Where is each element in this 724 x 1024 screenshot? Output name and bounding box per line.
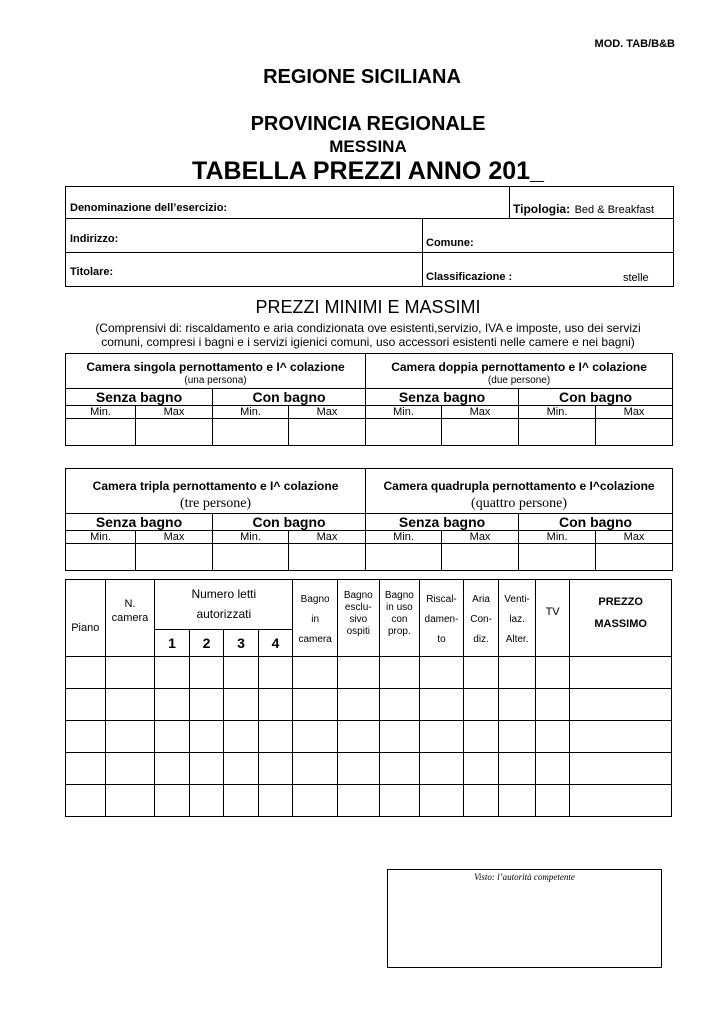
cell[interactable] xyxy=(189,785,224,817)
cell[interactable] xyxy=(379,785,420,817)
cell[interactable] xyxy=(189,721,224,753)
cell[interactable] xyxy=(463,753,499,785)
cell[interactable] xyxy=(499,689,536,721)
cell[interactable] xyxy=(293,657,338,689)
cell[interactable] xyxy=(224,689,259,721)
cell[interactable] xyxy=(463,785,499,817)
shared-bath-header xyxy=(379,580,420,657)
air-conditioning-line-2: Con- xyxy=(470,614,492,625)
cell[interactable] xyxy=(155,785,190,817)
stelle-label: stelle xyxy=(623,272,649,284)
price-cell[interactable] xyxy=(136,544,213,571)
price-cell[interactable] xyxy=(289,419,366,446)
cell[interactable] xyxy=(570,689,672,721)
double-room-title: Camera doppia pernottamento e I^ colazione xyxy=(391,360,647,374)
cell[interactable] xyxy=(66,753,106,785)
triple-room-header xyxy=(66,469,366,514)
titolare-label: Titolare: xyxy=(70,266,114,278)
tipologia-value: Bed & Breakfast xyxy=(574,204,655,216)
double-room-header xyxy=(366,354,673,389)
price-cell[interactable] xyxy=(213,544,289,571)
exclusive-bath-line-2: esclu- xyxy=(344,602,372,613)
min-header: Min. xyxy=(366,531,442,544)
max-header: Max xyxy=(442,531,519,544)
beds-header xyxy=(155,580,293,630)
tv-header: TV xyxy=(535,580,570,657)
divider xyxy=(509,187,510,218)
cell[interactable] xyxy=(420,721,464,753)
cell[interactable] xyxy=(379,657,420,689)
single-room-header xyxy=(66,354,366,389)
module-code: MOD. TAB/B&B xyxy=(594,38,675,50)
single-with-bath-header: Con bagno xyxy=(213,389,366,406)
min-header: Min. xyxy=(66,406,136,419)
price-cell[interactable] xyxy=(366,544,442,571)
cell[interactable] xyxy=(224,785,259,817)
price-cell[interactable] xyxy=(213,419,289,446)
piano-header: Piano xyxy=(66,580,106,657)
min-header: Min. xyxy=(519,531,596,544)
single-without-bath-header: Senza bagno xyxy=(66,389,213,406)
shared-bath-line-4: prop. xyxy=(387,626,411,637)
exclusive-bath-line-1: Bagno xyxy=(343,590,373,601)
max-header: Max xyxy=(596,406,673,419)
prices-note xyxy=(60,321,676,349)
cell[interactable] xyxy=(258,753,293,785)
bath-in-room-line-3: camera xyxy=(298,634,332,645)
cell[interactable] xyxy=(420,753,464,785)
cell[interactable] xyxy=(293,721,338,753)
divider xyxy=(66,252,673,253)
tipologia-label: Tipologia: xyxy=(513,202,571,216)
beds-header-line-1: Numero letti xyxy=(191,587,257,601)
heating-header xyxy=(420,580,464,657)
heating-line-2: damen- xyxy=(424,614,459,625)
price-cell[interactable] xyxy=(366,419,442,446)
max-header: Max xyxy=(442,406,519,419)
price-cell[interactable] xyxy=(66,544,136,571)
cell[interactable] xyxy=(499,721,536,753)
cell[interactable] xyxy=(105,657,155,689)
double-with-bath-header: Con bagno xyxy=(519,389,673,406)
quadruple-without-bath-header: Senza bagno xyxy=(366,514,519,531)
cell[interactable] xyxy=(337,721,379,753)
cell[interactable] xyxy=(189,657,224,689)
cell[interactable] xyxy=(105,753,155,785)
ventilation-line-2: laz. xyxy=(509,614,525,625)
cell[interactable] xyxy=(570,657,672,689)
price-cell[interactable] xyxy=(442,419,519,446)
room-number-header-line-1: N. xyxy=(124,598,136,610)
province-title: PROVINCIA REGIONALE xyxy=(250,113,486,135)
double-without-bath-header: Senza bagno xyxy=(366,389,519,406)
rooms-detail-table xyxy=(65,579,672,817)
air-conditioning-line-3: diz. xyxy=(473,634,489,645)
quadruple-room-header xyxy=(366,469,673,514)
cell[interactable] xyxy=(420,689,464,721)
cell[interactable] xyxy=(570,753,672,785)
cell[interactable] xyxy=(155,721,190,753)
beds-3-header: 3 xyxy=(224,630,259,657)
cell[interactable] xyxy=(570,721,672,753)
prices-heading: PREZZI MINIMI E MASSIMI xyxy=(255,297,481,317)
min-header: Min. xyxy=(366,406,442,419)
cell[interactable] xyxy=(337,689,379,721)
min-header: Min. xyxy=(519,406,596,419)
cell[interactable] xyxy=(337,657,379,689)
price-cell[interactable] xyxy=(519,544,596,571)
price-cell[interactable] xyxy=(519,419,596,446)
cell[interactable] xyxy=(258,657,293,689)
cell[interactable] xyxy=(66,689,106,721)
cell[interactable] xyxy=(155,657,190,689)
cell[interactable] xyxy=(463,721,499,753)
exclusive-bath-line-3: sivo xyxy=(349,614,368,625)
cell[interactable] xyxy=(189,689,224,721)
cell[interactable] xyxy=(499,785,536,817)
max-header: Max xyxy=(596,531,673,544)
single-room-subtitle: (una persona) xyxy=(184,375,247,386)
heating-line-3: to xyxy=(437,634,446,645)
cell[interactable] xyxy=(337,785,379,817)
shared-bath-line-3: con xyxy=(391,614,408,625)
cell[interactable] xyxy=(224,657,259,689)
city-title: MESSINA xyxy=(329,137,407,156)
triple-quadruple-room-prices-table xyxy=(65,468,673,571)
min-header: Min. xyxy=(66,531,136,544)
double-room-subtitle: (due persone) xyxy=(487,375,551,386)
tipologia-field xyxy=(513,200,654,218)
ventilation-line-1: Venti- xyxy=(504,594,530,605)
document-title: TABELLA PREZZI ANNO 201_ xyxy=(192,157,544,185)
exclusive-bath-header xyxy=(337,580,379,657)
exclusive-bath-line-4: ospiti xyxy=(346,626,370,637)
region-title: REGIONE SICILIANA xyxy=(263,66,461,88)
authority-approval-label: Visto: l’autorità competente xyxy=(474,872,575,882)
cell[interactable] xyxy=(463,657,499,689)
cell[interactable] xyxy=(535,785,570,817)
max-price-line-1: PREZZO xyxy=(598,596,643,608)
cell[interactable] xyxy=(293,785,338,817)
cell[interactable] xyxy=(258,689,293,721)
cell[interactable] xyxy=(379,753,420,785)
max-header: Max xyxy=(136,406,213,419)
max-header: Max xyxy=(289,531,366,544)
price-cell[interactable] xyxy=(66,419,136,446)
cell[interactable] xyxy=(258,785,293,817)
room-number-header xyxy=(105,580,155,657)
bath-in-room-line-2: in xyxy=(311,614,320,625)
cell[interactable] xyxy=(105,785,155,817)
cell[interactable] xyxy=(535,657,570,689)
cell[interactable] xyxy=(155,753,190,785)
prices-note-line-1: (Comprensivi di: riscaldamento e aria condizionata ove esistenti,servizio, IVA e imposte, uso dei servizi xyxy=(95,321,641,335)
air-conditioning-line-1: Aria xyxy=(472,594,490,605)
cell[interactable] xyxy=(293,753,338,785)
prices-note-line-2: comuni, compresi i bagni e i servizi igienici comuni, uso accessori esistenti nelle camere e nei bagni) xyxy=(101,335,635,349)
cell[interactable] xyxy=(293,689,338,721)
single-double-room-prices-table xyxy=(65,353,673,446)
heating-line-1: Riscal- xyxy=(426,594,457,605)
divider xyxy=(422,218,423,286)
single-room-title: Camera singola pernottamento e I^ colazione xyxy=(86,360,345,374)
cell[interactable] xyxy=(155,689,190,721)
ventilation-line-3: Alter. xyxy=(505,634,529,645)
cell[interactable] xyxy=(337,753,379,785)
beds-1-header: 1 xyxy=(155,630,190,657)
cell[interactable] xyxy=(463,689,499,721)
cell[interactable] xyxy=(379,721,420,753)
quadruple-room-subtitle: (quattro persone) xyxy=(471,496,568,511)
cell[interactable] xyxy=(224,753,259,785)
indirizzo-label: Indirizzo: xyxy=(70,233,119,245)
price-cell[interactable] xyxy=(596,419,673,446)
cell[interactable] xyxy=(379,689,420,721)
cell[interactable] xyxy=(570,785,672,817)
bath-in-room-header xyxy=(293,580,338,657)
max-price-line-2: MASSIMO xyxy=(594,618,647,630)
cell[interactable] xyxy=(535,689,570,721)
price-cell[interactable] xyxy=(289,544,366,571)
triple-room-subtitle: (tre persone) xyxy=(179,496,252,511)
ventilation-header xyxy=(499,580,536,657)
triple-room-title: Camera tripla pernottamento e I^ colazione xyxy=(92,479,339,493)
cell[interactable] xyxy=(105,721,155,753)
authority-approval-box xyxy=(387,869,662,968)
cell[interactable] xyxy=(535,721,570,753)
cell[interactable] xyxy=(420,785,464,817)
max-header: Max xyxy=(136,531,213,544)
min-header: Min. xyxy=(213,531,289,544)
shared-bath-line-1: Bagno xyxy=(384,590,414,601)
cell[interactable] xyxy=(66,721,106,753)
price-cell[interactable] xyxy=(596,544,673,571)
cell[interactable] xyxy=(258,721,293,753)
denominazione-label: Denominazione dell’esercizio: xyxy=(70,202,228,214)
price-cell[interactable] xyxy=(442,544,519,571)
divider xyxy=(66,218,673,219)
cell[interactable] xyxy=(105,689,155,721)
price-cell[interactable] xyxy=(136,419,213,446)
cell[interactable] xyxy=(224,721,259,753)
cell[interactable] xyxy=(66,785,106,817)
air-conditioning-header xyxy=(463,580,499,657)
cell[interactable] xyxy=(66,657,106,689)
max-header: Max xyxy=(289,406,366,419)
establishment-info-box xyxy=(65,186,674,287)
cell[interactable] xyxy=(499,753,536,785)
max-price-header xyxy=(570,580,672,657)
bath-in-room-line-1: Bagno xyxy=(300,594,330,605)
beds-4-header: 4 xyxy=(258,630,293,657)
comune-label: Comune: xyxy=(426,237,474,249)
classificazione-label: Classificazione : xyxy=(426,271,513,283)
cell[interactable] xyxy=(499,657,536,689)
triple-without-bath-header: Senza bagno xyxy=(66,514,213,531)
cell[interactable] xyxy=(535,753,570,785)
min-header: Min. xyxy=(213,406,289,419)
triple-with-bath-header: Con bagno xyxy=(213,514,366,531)
shared-bath-line-2: in uso xyxy=(386,602,413,613)
beds-header-line-2: autorizzati xyxy=(196,607,252,621)
cell[interactable] xyxy=(189,753,224,785)
beds-2-header: 2 xyxy=(189,630,224,657)
room-number-header-line-2: camera xyxy=(111,612,149,624)
quadruple-room-title: Camera quadrupla pernottamento e I^colazione xyxy=(383,479,655,493)
cell[interactable] xyxy=(420,657,464,689)
quadruple-with-bath-header: Con bagno xyxy=(519,514,673,531)
